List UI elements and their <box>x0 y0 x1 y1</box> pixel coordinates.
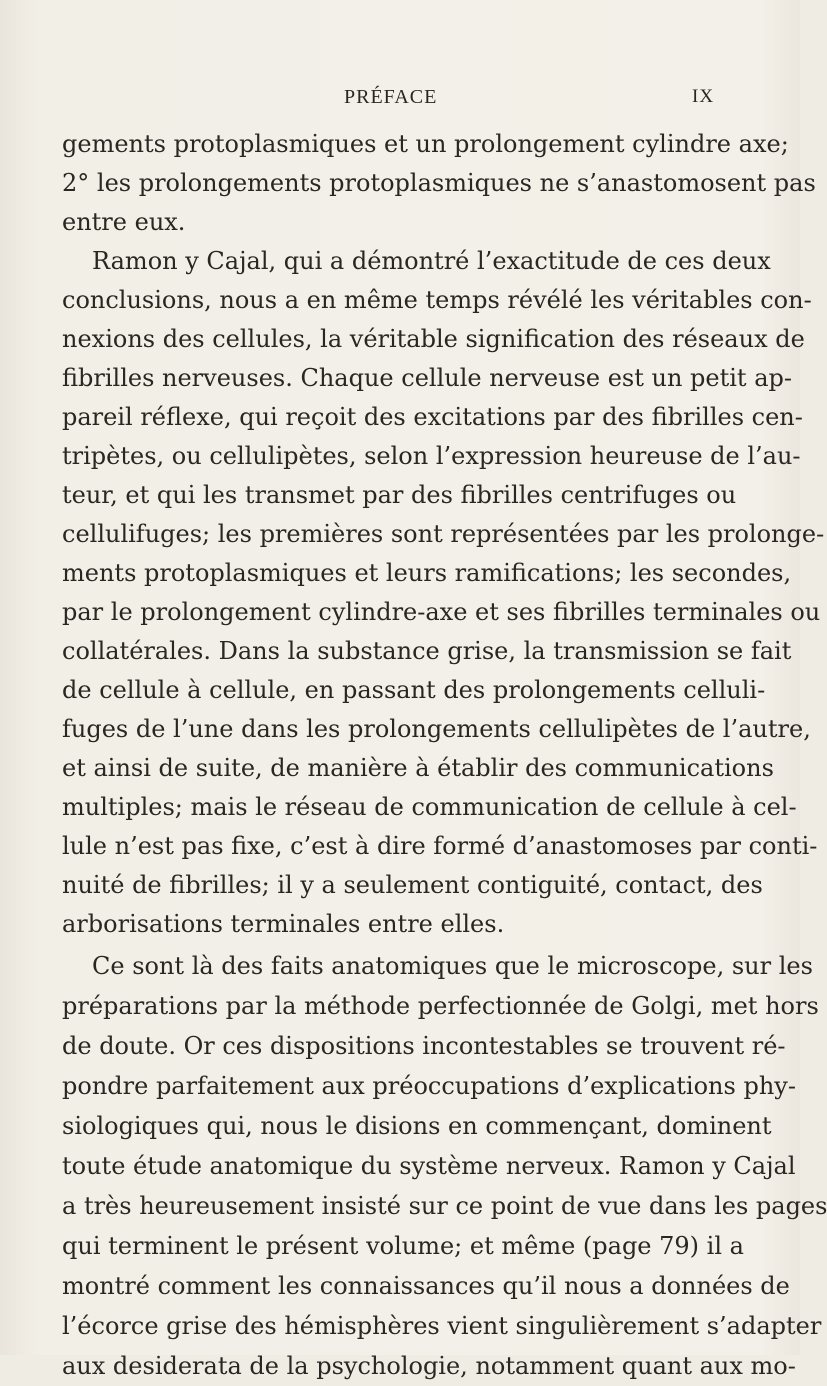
text-line: 2° les prolongements protoplasmiques ne s’anastomosent pas <box>62 169 816 197</box>
text-line: multiples; mais le réseau de communication de cellule à cel- <box>62 793 797 821</box>
text-line: l’écorce grise des hémisphères vient singulièrement s’adapter <box>62 1312 822 1340</box>
page-number: IX <box>692 86 715 107</box>
text-line: montré comment les connaissances qu’il nous a données de <box>62 1272 790 1300</box>
text-line: préparations par la méthode perfectionnée de Golgi, met hors <box>62 992 819 1020</box>
text-line: conclusions, nous a en même temps révélé les véritables con- <box>62 286 812 314</box>
text-line: pondre parfaitement aux préoccupations d’explications phy- <box>62 1072 796 1100</box>
text-line: fibrilles nerveuses. Chaque cellule nerveuse est un petit ap- <box>62 364 792 392</box>
text-line: qui terminent le présent volume; et même (page 79) il a <box>62 1232 744 1260</box>
text-line: gements protoplasmiques et un prolongement cylindre axe; <box>62 130 789 158</box>
text-line: toute étude anatomique du système nerveux. Ramon y Cajal <box>62 1152 796 1180</box>
text-line: aux desiderata de la psychologie, notamment quant aux mo- <box>62 1352 796 1380</box>
text-line: Ce sont là des faits anatomiques que le microscope, sur les <box>92 952 813 980</box>
text-line: pareil réflexe, qui reçoit des excitations par des fibrilles cen- <box>62 403 803 431</box>
text-line: par le prolongement cylindre-axe et ses fibrilles terminales ou <box>62 598 821 626</box>
text-line: Ramon y Cajal, qui a démontré l’exactitude de ces deux <box>92 247 771 275</box>
text-line: nuité de fibrilles; il y a seulement contiguité, contact, des <box>62 871 763 899</box>
text-line: fuges de l’une dans les prolongements cellulipètes de l’autre, <box>62 715 811 743</box>
text-line: collatérales. Dans la substance grise, la transmission se fait <box>62 637 792 665</box>
text-line: tripètes, ou cellulipètes, selon l’expression heureuse de l’au- <box>62 442 801 470</box>
text-line: cellulifuges; les premières sont représentées par les prolonge- <box>62 520 825 548</box>
text-line: a très heureusement insisté sur ce point de vue dans les pages <box>62 1192 827 1220</box>
text-line: lule n’est pas fixe, c’est à dire formé d’anastomoses par conti- <box>62 832 818 860</box>
text-line: de doute. Or ces dispositions incontestables se trouvent ré- <box>62 1032 786 1060</box>
text-line: arborisations terminales entre elles. <box>62 910 505 938</box>
running-title: PRÉFACE <box>344 86 438 108</box>
text-line: teur, et qui les transmet par des fibrilles centrifuges ou <box>62 481 737 509</box>
page-header <box>0 86 800 114</box>
text-line: ments protoplasmiques et leurs ramifications; les secondes, <box>62 559 792 587</box>
text-line: nexions des cellules, la véritable signification des réseaux de <box>62 325 805 353</box>
text-line: siologiques qui, nous le disions en commençant, dominent <box>62 1112 772 1140</box>
text-line: entre eux. <box>62 208 186 236</box>
text-line: de cellule à cellule, en passant des prolongements celluli- <box>62 676 766 704</box>
text-line: et ainsi de suite, de manière à établir des communications <box>62 754 774 782</box>
